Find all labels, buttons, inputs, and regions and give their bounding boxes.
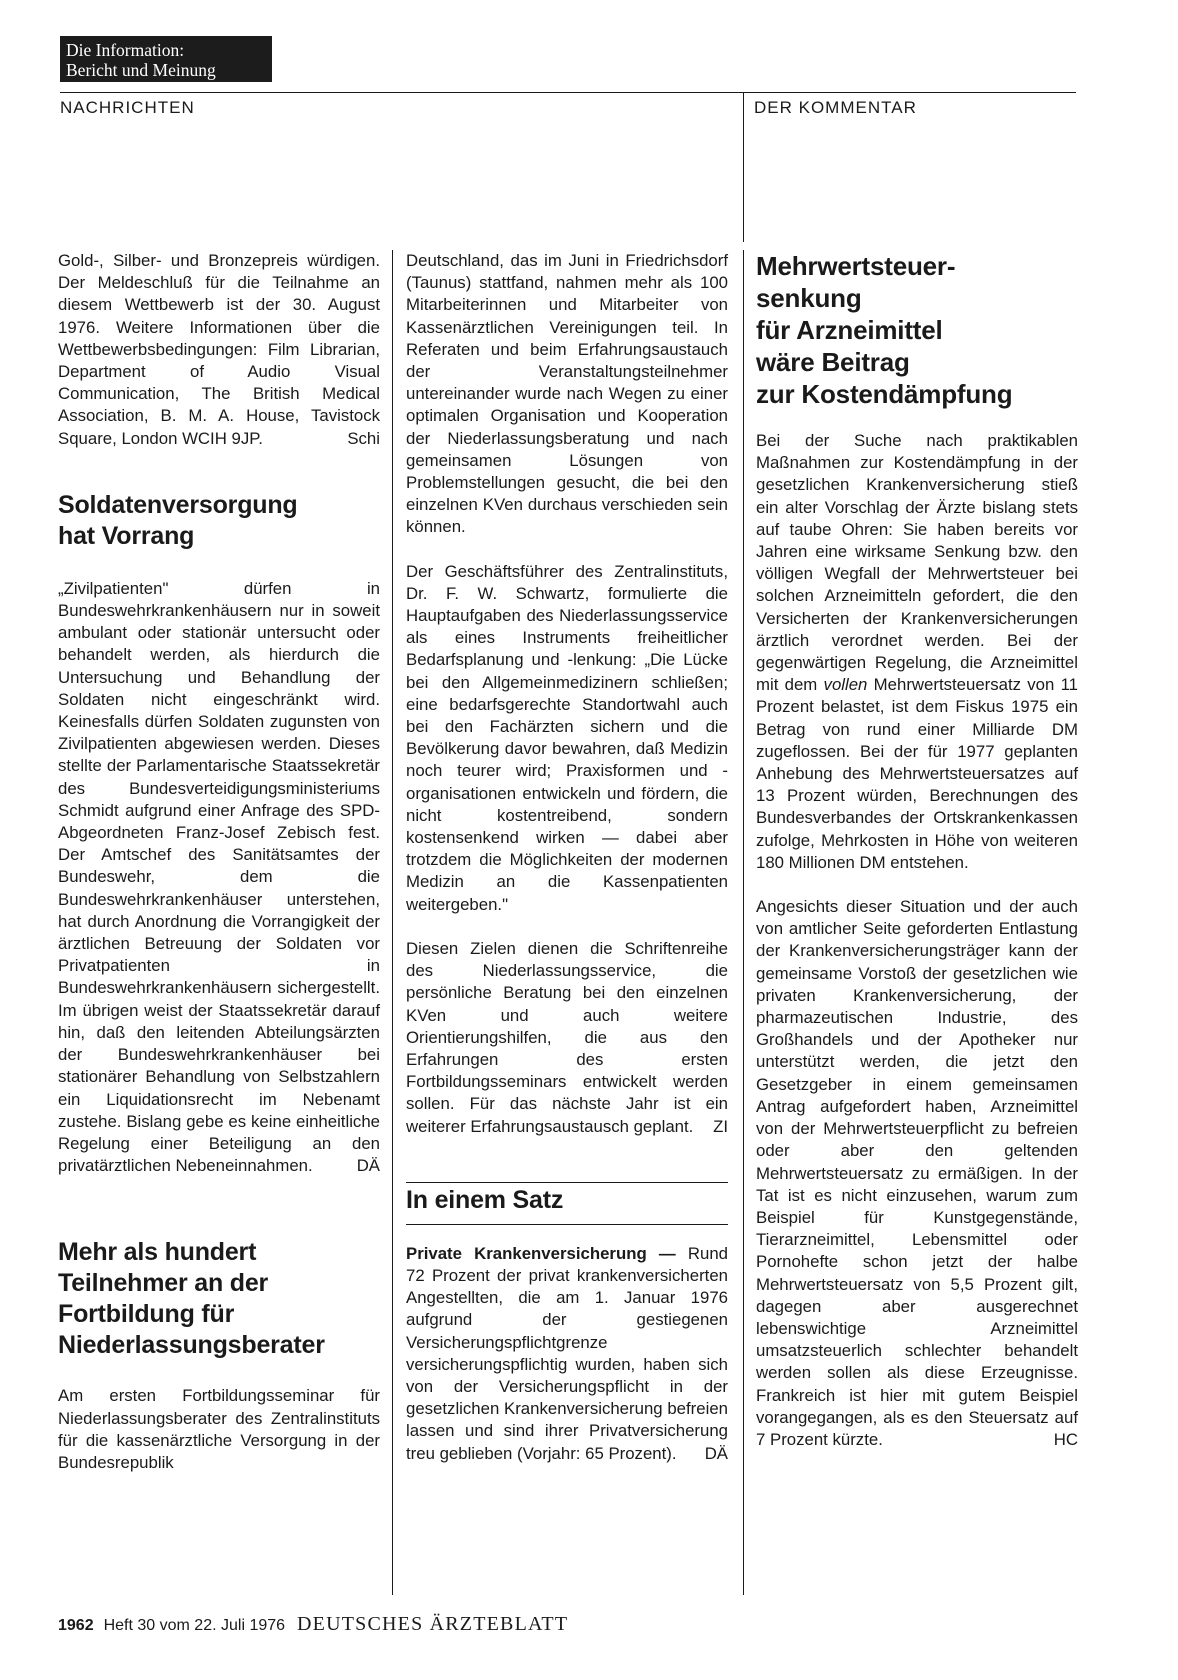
article-body: Am ersten Fortbildungsseminar für Niederlassungsberater des Zentralinstituts für die kassenärztliche Versorgung in der Bundesrepublik — [58, 1386, 380, 1472]
title-line: Soldatenversorgung — [58, 490, 298, 519]
column-divider-1 — [392, 250, 393, 1595]
commentary-title — [756, 250, 1078, 410]
body-text: Mehrwertsteuersatz von 11 Prozent belastet, ist dem Fiskus 1975 ein Betrag von rund einer Milliarde DM zugeflossen. Bei der für 1977 geplanten Anhebung des Mehrwertsteuersatzes auf 13 Prozent würden, Berechnungen des Bundesverbandes der Ortskrankenkassen zufolge, Mehrkosten in Höhe von weiteren 180 Millionen DM entstehen. — [756, 675, 1079, 872]
badge-line-1: Die Information: — [66, 40, 185, 60]
emphasis-text: vollen — [823, 675, 868, 695]
brief-text: Rund 72 Prozent der privat krankenversicherten Angestellten, die am 1. Januar 1976 aufgrund der gestiegenen Versicherungspflichtgrenze versicherungspflichtig wurden, haben sich von der Versicherungspflicht in der gesetzlichen Krankenversicherung befreien lassen und sind ihrer Privatversicherung treu geblieben (Vorjahr: 65 Prozent). — [406, 1243, 728, 1463]
title-line: Mehr als hundert — [58, 1238, 257, 1267]
kommentar-divider — [743, 92, 744, 242]
title-line: Niederlassungsberater — [58, 1331, 325, 1360]
title-line: hat Vorrang — [58, 521, 195, 550]
in-einem-satz-rule — [406, 1182, 728, 1183]
page-footer — [58, 1614, 568, 1636]
article-title — [58, 1237, 380, 1361]
title-line: senkung — [756, 283, 862, 313]
author-signature: DÄ — [356, 1156, 380, 1176]
article-body — [58, 578, 380, 1177]
title-line: Mehrwertsteuer- — [756, 251, 956, 281]
article-body: Der Geschäftsführer des Zentralinstituts, Dr. F. W. Schwartz, formulierte die Hauptaufgaben des Niederlassungsservice als eines Instruments freiheitlicher Bedarfsplanung und -lenkung: „Die Lücke bei den Allgemeinmedizinern schließen; eine bedarfsgerechte Standortwahl auch bei den Fachärzten sichern und die Bevölkerung davor bewahren, daß Medizin noch teurer wird; Praxisformen und -organisationen entwickeln und fördern, die nicht kostentreibend, sondern kostensenkend wirken — dabei aber trotzdem die Möglichkeiten der modernen Medizin an die Kassenpatienten weitergeben." — [406, 561, 728, 914]
commentary-body — [756, 430, 1078, 874]
section-label-kommentar: DER KOMMENTAR — [754, 98, 917, 117]
author-signature: Schi — [347, 428, 380, 448]
title-line: Fortbildung für — [58, 1300, 235, 1329]
section-label-nachrichten: NACHRICHTEN — [60, 98, 195, 117]
title-line: zur Kostendämpfung — [756, 379, 1013, 409]
in-einem-satz-title: In einem Satz — [406, 1185, 564, 1214]
title-line: für Arzneimittel — [756, 315, 943, 345]
column-1 — [58, 250, 380, 1474]
section-badge — [60, 36, 272, 82]
article-title — [58, 490, 380, 552]
commentary-body — [756, 896, 1078, 1451]
news-brief — [406, 1243, 728, 1465]
header-rule-right — [744, 92, 1076, 93]
article-body: Deutschland, das im Juni in Friedrichsdorf (Taunus) stattfand, nahmen mehr als 100 Mitarbeiterinnen und Mitarbeiter von Kassenärztlichen Vereinigungen teil. In Referaten und beim Erfahrungsaustauch der Veranstaltungsteilnehmer untereinander wurde nach Wegen zu einer optimalen Organisation und Kooperation der Niederlassungsberatung und nach gemeinsamen Lösungen von Problemstellungen gesucht, die bei den einzelnen KVen durchaus verschieden sein können. — [406, 251, 728, 537]
issue-info: Heft 30 vom 22. Juli 1976 — [103, 1617, 286, 1634]
title-line: Teilnehmer an der — [58, 1269, 269, 1298]
header-rule-left — [60, 92, 743, 93]
page-number: 1962 — [58, 1617, 94, 1634]
column-divider-2 — [743, 250, 744, 1595]
column-2 — [406, 250, 728, 1465]
intro-paragraph — [58, 250, 380, 450]
article-body — [406, 938, 728, 1138]
publication-name: DEUTSCHES ÄRZTEBLATT — [297, 1613, 569, 1635]
intro-text: Gold-, Silber- und Bronzepreis würdigen. Der Meldeschluß für die Teilnahme an diesem Wettbewerb ist der 30. August 1976. Weitere Informationen über die Wettbewerbsbedingungen: Film Librarian, Department of Audio Visual Communication, The British Medical Association, B. M. A. House, Tavistock Square, London WCIH 9JP. — [58, 251, 380, 448]
author-signature: ZI — [713, 1116, 728, 1136]
body-text: „Zivilpatienten" dürfen in Bundeswehrkrankenhäusern nur in soweit ambulant oder stationär untersucht oder behandelt werden, als hierdurch die Untersuchung und Behandlung der Soldaten nicht eingeschränkt wird. Keinesfalls dürfen Soldaten zugunsten von Zivilpatienten abgewiesen werden. Dieses stellte der Parlamentarische Staatssekretär des Bundesverteidigungsministeriums Schmidt aufgrund einer Anfrage des SPD-Abgeordneten Franz-Josef Zebisch fest. Der Amtschef des Sanitätsamtes der Bundeswehr, dem die Bundeswehrkrankenhäuser unterstehen, hat durch Anordnung die Vorrangigkeit der ärztlichen Betreuung der Soldaten vor Privatpatienten in Bundeswehrkrankenhäusern sichergestellt. Im übrigen weist der Staatssekretär darauf hin, daß den leitenden Abteilungsärzten der Bundeswehrkrankenhäuser bei stationärer Behandlung von Selbstzahlern ein Liquidationsrecht im Nebenamt zustehe. Bislang gebe es keine einheitliche Regelung einer Beteiligung an den privatärztlichen Nebeneinnahmen. — [58, 578, 380, 1176]
author-signature: DÄ — [704, 1443, 728, 1463]
body-text: Bei der Suche nach praktikablen Maßnahmen zur Kostendämpfung in der gesetzlichen Krankenversicherung stieß ein alter Vorschlag der Ärzte bislang stets auf taube Ohren: Sie haben bereits vor Jahren eine wirksame Senkung bzw. den völligen Wegfall der Mehrwertsteuer bei solchen Arzneimitteln gefordert, die den Versicherten der Krankenversicherungen ärztlich verordnet werden. Bei der gegenwärtigen Regelung, die Arzneimittel mit dem — [756, 431, 1078, 695]
body-text: Diesen Zielen dienen die Schriftenreihe des Niederlassungsservice, die persönliche Beratung bei den einzelnen KVen und auch weitere Orientierungshilfen, die aus den Erfahrungen des ersten Fortbildungsseminars entwickelt werden sollen. Für das nächste Jahr ist ein weiterer Erfahrungsaustausch geplant. — [406, 938, 728, 1136]
author-signature: HC — [1053, 1429, 1078, 1449]
column-3 — [756, 250, 1078, 1451]
badge-line-2: Bericht und Meinung — [66, 60, 216, 80]
body-text: Angesichts dieser Situation und der auch von amtlicher Seite geforderten Entlastung der Krankenversicherungsträger kann der gemeinsame Vorstoß der gesetzlichen wie privaten Krankenversicherung, der pharmazeutischen Industrie, des Großhandels und der Apotheker nur unterstützt werden, die jetzt den Gesetzgeber in einem gemeinsamen Antrag aufgefordert haben, Arzneimittel von der Mehrwertsteuerpflicht zu befreien oder aber den geltenden Mehrwertsteuersatz zu ermäßigen. In der Tat ist es nicht einzusehen, warum zum Beispiel für Kunstgegenstände, Tierarzneimittel, Lebensmittel oder Pornohefte schon jetzt der halbe Mehrwertsteuersatz von 5,5 Prozent gilt, dagegen aber ausgerechnet lebenswichtige Arzneimittel umsatzsteuerlich schlechter behandelt werden sollen als diese Erzeugnisse. Frankreich ist hier mit gutem Beispiel vorangegangen, als es den Steuersatz auf 7 Prozent kürzte. — [756, 897, 1078, 1449]
in-einem-satz-rule — [406, 1224, 728, 1225]
title-line: wäre Beitrag — [756, 347, 910, 377]
brief-lead: Private Krankenversicherung — — [406, 1243, 676, 1263]
